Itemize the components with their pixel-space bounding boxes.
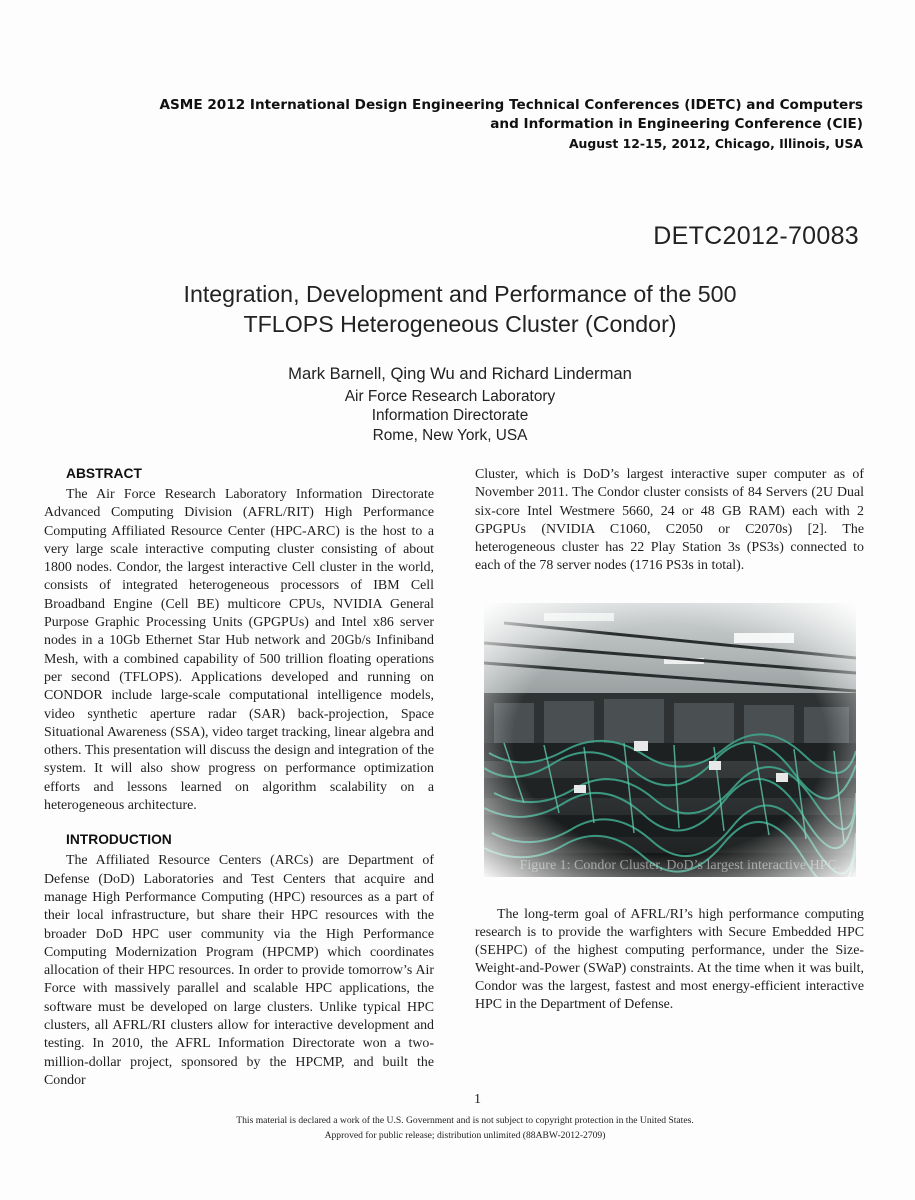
abstract-heading: ABSTRACT bbox=[66, 466, 142, 481]
right-column bbox=[475, 466, 864, 576]
figure-condor-cluster-photo bbox=[484, 603, 856, 877]
conference-date: August 12-15, 2012, Chicago, Illinois, USA bbox=[568, 136, 863, 151]
affiliation-line-2: Information Directorate bbox=[371, 407, 529, 425]
title-line-2: TFLOPS Heterogeneous Cluster (Condor) bbox=[243, 311, 677, 337]
goal-paragraph: The long-term goal of AFRL/RI’s high performance computing research is to provide the warfighters with Secure Embedded HPC (SEHPC) of the highest computing performance, under the Size-Weight-and-Power (SWaP) constraints. At the time when it was built, Condor was the largest, fastest and most energy-efficient interactive HPC in the Department of Defense. bbox=[475, 907, 864, 1012]
introduction-heading: INTRODUCTION bbox=[66, 832, 172, 848]
right-column-paragraph-2 bbox=[475, 906, 864, 1013]
affiliation-line-1: Air Force Research Laboratory bbox=[344, 388, 556, 405]
title-line-1: Integration, Development and Performance of the 500 bbox=[183, 281, 737, 307]
footer-copyright: This material is declared a work of the U.S. Government and is not subject to copyright protection in the United States. bbox=[236, 1115, 694, 1126]
footer-release: Approved for public release; distribution unlimited (88ABW-2012-2709) bbox=[324, 1130, 606, 1141]
left-column bbox=[44, 465, 434, 1090]
paper-title bbox=[60, 279, 860, 339]
page-number: 1 bbox=[474, 1092, 481, 1107]
paper-id: DETC2012-70083 bbox=[653, 222, 859, 250]
affiliation bbox=[130, 387, 770, 445]
introduction-text: The Affiliated Resource Centers (ARCs) are Department of Defense (DoD) Laboratories and Test Centers that acquire and manage High Performance Computing (HPC) resources as a part of their local infrastructure, but share their HPC resources with the broader DoD HPC user community via the High Performance Computing Modernization Program (HPCMP) which coordinates allocation of their HPC resources. In order to provide tomorrow’s Air Force with massively parallel and scalable HPC applications, the software must be developed on large clusters. Unlike typical HPC clusters, all AFRL/RI clusters allow for interactive development and testing. In 2010, the AFRL Information Directorate won a two-million-dollar project, sponsored by the HPCMP, and built the Condor bbox=[44, 853, 434, 1088]
conference-header bbox=[43, 96, 863, 153]
right-column-continued-text: Cluster, which is DoD’s largest interactive super computer as of November 2011. The Condor cluster consists of 84 Servers (2U Dual six-core Intel Westmere 5660, 24 or 48 GB RAM) each with 2 GPGPUs (NVIDIA C1060, C2050 or C2070s) [2]. The heterogeneous cluster has 22 Play Station 3s (PS3s) connected to each of the 78 server nodes (1716 PS3s in total). bbox=[475, 467, 864, 574]
affiliation-line-3: Rome, New York, USA bbox=[372, 426, 528, 444]
abstract-text: The Air Force Research Laboratory Information Directorate Advanced Computing Division (AFRL/RIT) High Performance Computing Affiliated Resource Center (HPC-ARC) is the host to a very large scale interactive computing cluster consisting of about 1800 nodes. Condor, the largest interactive Cell cluster in the world, consists of integrated heterogeneous processors of IBM Cell Broadband Engine (Cell BE) multicore CPUs, NVIDIA General Purpose Graphic Processing Units (GPGPUs) and Intel x86 server nodes in a 10Gb Ethernet Star Hub network and 20Gb/s Infiniband Mesh, with a combined capability of 500 trillion floating operations per second (TFLOPS). Applications developed and running on CONDOR include large-scale computational intelligence models, video synthetic aperture radar (SAR) back-projection, Space Situational Awareness (SSA), video target tracking, linear algebra and others. This presentation will discuss the design and integration of the system. It will also show progress on performance optimization efforts and lessons learned on algorithm scalability on a heterogeneous architecture. bbox=[44, 487, 434, 814]
authors: Mark Barnell, Qing Wu and Richard Linderman bbox=[288, 364, 632, 383]
figure-caption: Figure 1: Condor Cluster, DoD’s largest interactive HPC. bbox=[519, 858, 841, 873]
conference-line-1: ASME 2012 International Design Engineering Technical Conferences (IDETC) and Computers bbox=[159, 97, 863, 113]
conference-line-2: and Information in Engineering Conference (CIE) bbox=[490, 116, 863, 132]
